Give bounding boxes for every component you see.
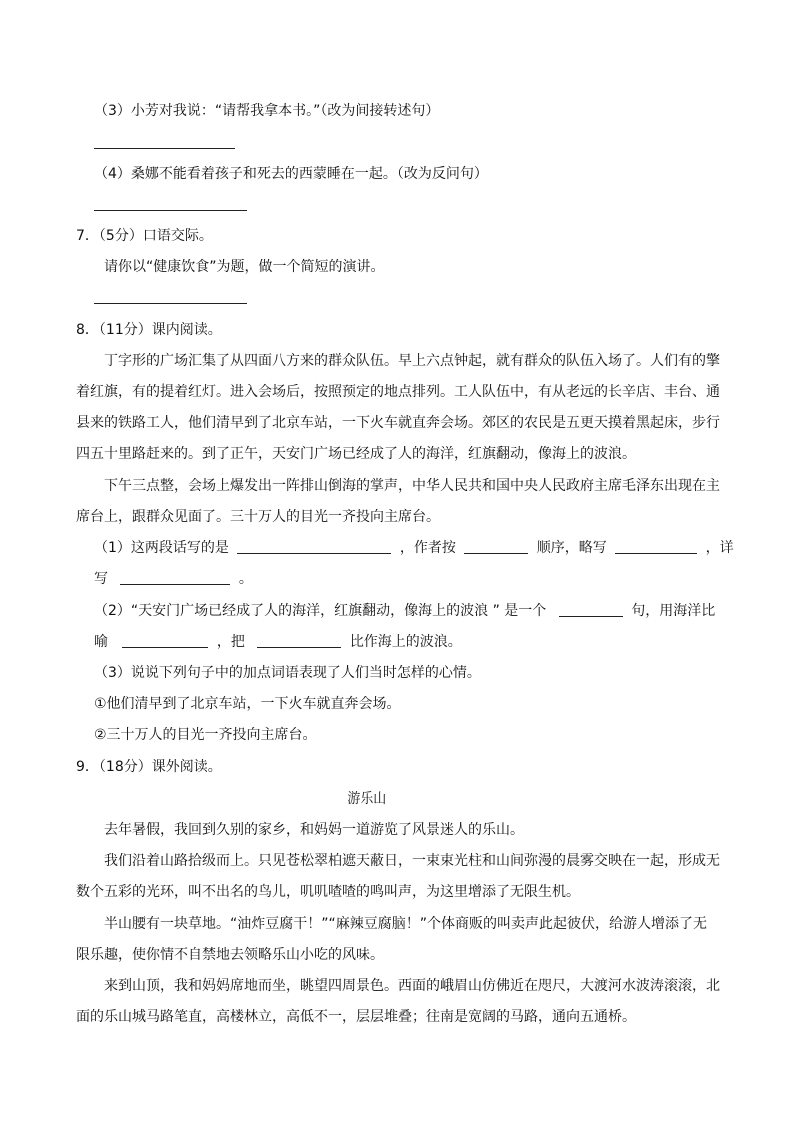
q6-item3-answer-line [94,148,235,149]
q8-sub1-line1 [94,538,734,558]
q8-sub3-sentence-2: ②三十万人的目光一齐投向主席台。 [94,727,317,743]
q8-para1-line3: 县来的铁路工人，他们清早到了北京车站，一下火车就直奔会场。郊区的农民是五更天摸着黑起床，步行 [76,415,720,431]
q8-sub1-blank-1[interactable] [237,539,391,554]
q7-prompt: 请你以“健康饮食”为题，做一个简短的演讲。 [104,259,385,275]
q8-sub2-line1 [94,601,715,621]
q6-item4: （4）桑娜不能看着孩子和死去的西蒙睡在一起。（改为反问句） [94,166,488,182]
q8-sub1-text-a: （1）这两段话写的是 [94,540,229,556]
q8-sub2-blank-2[interactable] [122,633,208,648]
q6-item4-answer-line [94,210,247,211]
q8-sub2-text-b: 句，用海洋比 [631,603,716,619]
passage-para4-line2: 面的乐山城马路笔直，高楼林立，高低不一，层层堆叠；往南是宽阔的马路，通向五通桥。 [76,1009,636,1025]
passage-para3-line1: 半山腰有一块草地。“油炸豆腐干！”“麻辣豆腐脑！”个体商贩的叫卖声此起彼伏，给游人增添了无 [104,916,708,932]
q8-sub1-text-c: 顺序，略写 [536,540,607,556]
q8-sub2-text-e: 比作海上的波浪。 [349,634,462,650]
passage-para2-line1: 我们沿着山路拾级而上。只见苍松翠柏遮天蔽日，一束束光柱和山间弥漫的晨雾交映在一起，形成无 [104,853,720,869]
q8-sub1-text-e: 写 [94,571,108,587]
passage-para3-line2: 限乐趣，使你情不自禁地去领略乐山小吃的风味。 [76,947,384,963]
q8-para1-line2: 着红旗，有的提着红灯。进入会场后，按照预定的地点排列。工人队伍中，有从老远的长辛店、丰台、通 [76,384,720,400]
q8-sub2-text-d: ，把 [216,634,245,650]
q8-sub3: （3）说说下列句子中的加点词语表现了人们当时怎样的心情。 [94,665,481,681]
q7-answer-line [94,303,247,304]
q8-sub2-text-a: （2）“天安门广场已经成了人的海洋，红旗翻动，像海上的波浪 ” 是一个 [94,603,547,619]
q8-sub1-blank-3[interactable] [615,539,697,554]
q8-para2-line1: 下午三点整，会场上爆发出一阵排山倒海的掌声，中华人民共和国中央人民政府主席毛泽东出现在主 [104,478,720,494]
q8-sub2-line2 [94,632,462,652]
q8-para2-line2: 席台上，跟群众见面了。三十万人的目光一齐投向主席台。 [76,509,440,525]
q8-sub1-blank-4[interactable] [120,570,230,585]
q8-sub1-line2 [94,569,253,589]
q8-heading: 8．（11分）课内阅读。 [76,322,222,338]
q8-sub1-blank-2[interactable] [464,539,528,554]
passage-title: 游乐山 [347,791,387,807]
q8-sub3-sentence-1: ①他们清早到了北京车站，一下火车就直奔会场。 [94,696,401,712]
q6-item3: （3）小芳对我说：“请帮我拿本书。”（改为间接转述句） [94,103,440,119]
q8-sub2-text-c: 喻 [94,634,108,650]
passage-para4-line1: 来到山顶，我和妈妈席地而坐，眺望四周景色。西面的峨眉山仿佛近在咫尺，大渡河水波涛滚滚，北 [104,978,720,994]
q7-heading: 7．（5分）口语交际。 [76,228,213,244]
q8-sub1-text-f: 。 [238,571,253,587]
q8-para1-line4: 四五十里路赶来的。到了正午，天安门广场已经成了人的海洋，红旗翻动，像海上的波浪。 [76,446,636,462]
q8-sub2-blank-1[interactable] [559,602,623,617]
q8-para1-line1: 丁字形的广场汇集了从四面八方来的群众队伍。早上六点钟起，就有群众的队伍入场了。人们有的擎 [104,353,720,369]
q9-heading: 9．（18分）课外阅读。 [76,759,222,775]
q8-sub1-text-b: ，作者按 [399,540,456,556]
q8-sub2-blank-3[interactable] [257,633,341,648]
passage-para1: 去年暑假，我回到久别的家乡，和妈妈一道游览了风景迷人的乐山。 [104,822,524,838]
q8-sub1-text-d: ，详 [705,540,734,556]
passage-para2-line2: 数个五彩的光环，叫不出名的鸟儿，叽叽喳喳的鸣叫声，为这里增添了无限生机。 [76,884,580,900]
